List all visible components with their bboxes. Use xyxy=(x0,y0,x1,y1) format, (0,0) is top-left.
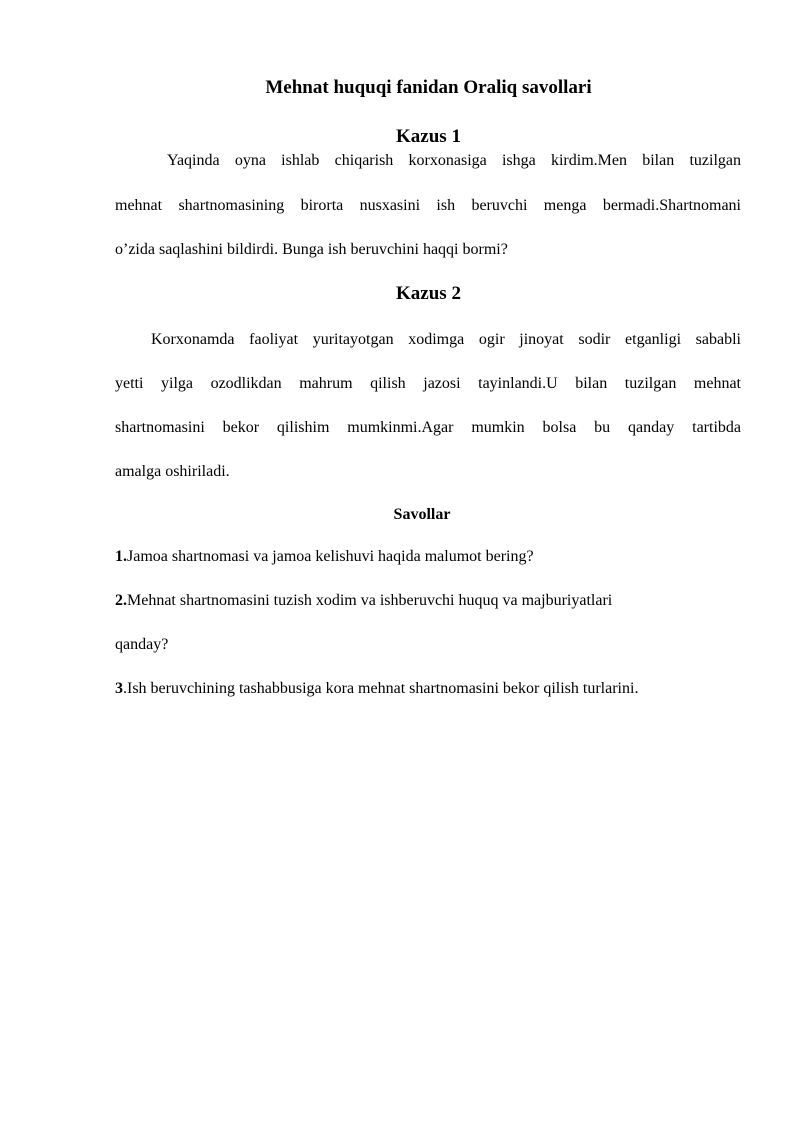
question-2-number: 2. xyxy=(115,592,127,609)
question-2-text: Mehnat shartnomasini tuzish xodim va ishberuvchi huquq va majburiyatlari xyxy=(127,592,613,609)
question-1 xyxy=(115,547,534,567)
case2-heading: Kazus 2 xyxy=(396,283,461,304)
question-1-number: 1. xyxy=(115,548,127,565)
case1-line-2: mehnat shartnomasining birorta nusxasini ish beruvchi menga bermadi.Shartnomani xyxy=(115,197,741,214)
question-2 xyxy=(115,591,612,611)
document-title: Mehnat huquqi fanidan Oraliq savollari xyxy=(265,77,592,98)
question-2-continued xyxy=(115,635,168,655)
case1-heading: Kazus 1 xyxy=(396,126,461,147)
question-3-number: 3 xyxy=(115,680,123,697)
case2-line-1: Korxonamda faoliyat yuritayotgan xodimga ogir jinoyat sodir etganligi sababli xyxy=(151,331,741,348)
question-1-text: Jamoa shartnomasi va jamoa kelishuvi haqida malumot bering? xyxy=(127,548,534,565)
case2-line-2: yetti yilga ozodlikdan mahrum qilish jazosi tayinlandi.U bilan tuzilgan mehnat xyxy=(115,375,741,392)
case1-line-3: o’zida saqlashini bildirdi. Bunga ish beruvchini haqqi bormi? xyxy=(115,241,508,258)
questions-heading: Savollar xyxy=(393,506,451,523)
case2-line-3: shartnomasini bekor qilishim mumkinmi.Agar mumkin bolsa bu qanday tartibda xyxy=(115,419,741,436)
question-2-continued-text: qanday? xyxy=(115,636,169,653)
question-3-text: .Ish beruvchining tashabbusiga kora mehnat shartnomasini bekor qilish turlarini. xyxy=(123,680,639,697)
case1-line-1: Yaqinda oyna ishlab chiqarish korxonasiga ishga kirdim.Men bilan tuzilgan xyxy=(167,152,741,169)
case2-line-4: amalga oshiriladi. xyxy=(115,463,230,480)
question-3 xyxy=(115,679,638,699)
